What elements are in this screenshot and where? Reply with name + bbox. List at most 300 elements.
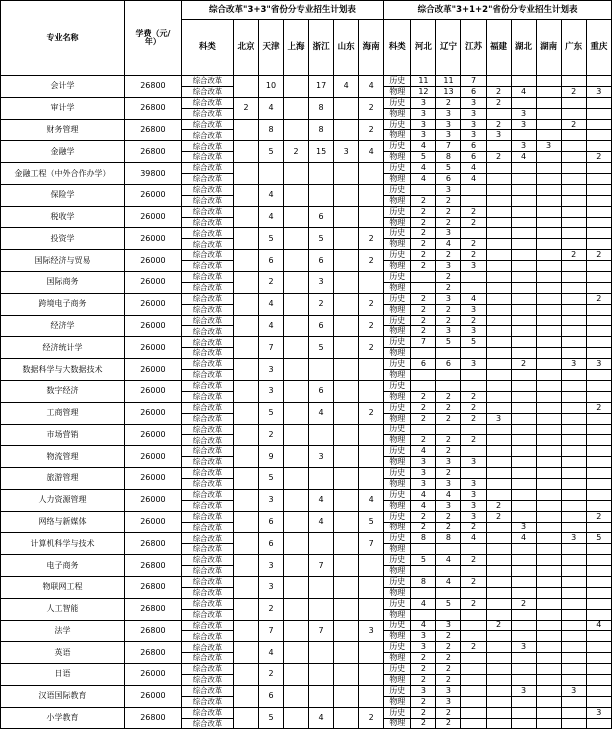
quota-cell <box>511 370 536 381</box>
quota-cell: 7 <box>309 555 334 577</box>
track-label: 物理 <box>384 326 411 337</box>
quota-cell <box>486 304 511 315</box>
track-label: 物理 <box>384 609 411 620</box>
tuition-fee: 26800 <box>125 620 182 642</box>
quota-cell <box>586 261 611 272</box>
quota-cell: 4 <box>359 489 384 511</box>
quota-cell <box>334 337 359 359</box>
quota-cell <box>561 108 586 119</box>
quota-cell <box>436 370 461 381</box>
quota-cell <box>461 184 486 195</box>
quota-cell <box>436 609 461 620</box>
quota-cell: 4 <box>586 620 611 631</box>
quota-cell <box>586 174 611 185</box>
quota-cell <box>536 217 561 228</box>
quota-cell: 2 <box>436 413 461 424</box>
subject-category: 综合改革 <box>181 282 233 293</box>
quota-cell <box>334 206 359 228</box>
quota-cell: 5 <box>586 533 611 544</box>
quota-cell <box>561 304 586 315</box>
quota-cell <box>233 598 258 620</box>
track-label: 物理 <box>384 174 411 185</box>
tuition-fee: 26800 <box>125 576 182 598</box>
quota-cell <box>536 76 561 87</box>
table-row <box>1 555 612 566</box>
table-row <box>1 468 612 479</box>
quota-cell <box>461 446 486 457</box>
quota-cell <box>586 587 611 598</box>
quota-cell: 2 <box>436 402 461 413</box>
quota-cell <box>486 598 511 609</box>
track-label: 历史 <box>384 533 411 544</box>
table-row <box>1 163 612 174</box>
track-label: 物理 <box>384 653 411 664</box>
header-row-groups <box>1 1 612 20</box>
quota-cell: 3 <box>461 478 486 489</box>
quota-cell <box>233 315 258 337</box>
quota-cell <box>511 544 536 555</box>
quota-cell: 2 <box>411 402 436 413</box>
quota-cell: 3 <box>309 446 334 468</box>
major-name: 物流管理 <box>1 446 125 468</box>
quota-cell <box>536 130 561 141</box>
quota-cell: 3 <box>461 97 486 108</box>
quota-cell <box>561 631 586 642</box>
quota-cell <box>359 272 384 294</box>
quota-cell <box>561 348 586 359</box>
quota-cell <box>511 391 536 402</box>
quota-cell: 2 <box>259 598 284 620</box>
quota-cell <box>359 664 384 686</box>
quota-cell <box>486 402 511 413</box>
quota-cell: 2 <box>436 664 461 675</box>
quota-cell <box>334 359 359 381</box>
quota-cell <box>461 707 486 718</box>
table-row <box>1 272 612 283</box>
quota-cell <box>586 576 611 587</box>
track-label: 历史 <box>384 555 411 566</box>
quota-cell: 3 <box>436 478 461 489</box>
quota-cell <box>436 348 461 359</box>
quota-cell <box>486 642 511 653</box>
track-label: 历史 <box>384 576 411 587</box>
quota-cell <box>486 555 511 566</box>
table-row <box>1 76 612 87</box>
quota-cell: 6 <box>411 359 436 370</box>
quota-cell <box>586 642 611 653</box>
quota-cell <box>284 76 309 98</box>
table-row <box>1 293 612 304</box>
quota-cell: 3 <box>411 119 436 130</box>
subject-category: 综合改革 <box>181 391 233 402</box>
quota-cell <box>511 468 536 479</box>
table-row <box>1 511 612 522</box>
major-name: 人工智能 <box>1 598 125 620</box>
quota-cell: 3 <box>411 468 436 479</box>
quota-cell: 2 <box>436 468 461 479</box>
subject-category: 综合改革 <box>181 130 233 141</box>
quota-cell: 4 <box>259 293 284 315</box>
subject-category: 综合改革 <box>181 293 233 304</box>
quota-cell: 5 <box>259 402 284 424</box>
quota-cell <box>586 468 611 479</box>
track-label: 物理 <box>384 413 411 424</box>
province-header: 辽宁 <box>436 20 461 76</box>
major-name: 计算机科学与技术 <box>1 533 125 555</box>
table-row <box>1 250 612 261</box>
quota-cell <box>561 152 586 163</box>
quota-cell: 4 <box>309 707 334 729</box>
quota-cell <box>561 707 586 718</box>
quota-cell <box>359 555 384 577</box>
major-name: 金融学 <box>1 141 125 163</box>
track-label: 历史 <box>384 293 411 304</box>
quota-cell <box>284 620 309 642</box>
quota-cell: 8 <box>309 97 334 119</box>
track-label: 历史 <box>384 119 411 130</box>
quota-cell: 2 <box>359 119 384 141</box>
quota-cell <box>561 272 586 283</box>
quota-cell <box>284 228 309 250</box>
subject-category: 综合改革 <box>181 544 233 555</box>
quota-cell: 7 <box>259 620 284 642</box>
quota-cell: 2 <box>486 511 511 522</box>
table-row <box>1 707 612 718</box>
quota-cell <box>511 424 536 435</box>
quota-cell: 4 <box>511 152 536 163</box>
quota-cell <box>411 348 436 359</box>
quota-cell: 3 <box>486 413 511 424</box>
subject-category: 综合改革 <box>181 642 233 653</box>
track-label: 物理 <box>384 261 411 272</box>
subject-category: 综合改革 <box>181 609 233 620</box>
quota-cell: 4 <box>309 511 334 533</box>
quota-cell <box>511 261 536 272</box>
quota-cell: 3 <box>461 108 486 119</box>
quota-cell: 15 <box>309 141 334 163</box>
quota-cell <box>511 239 536 250</box>
quota-cell <box>536 544 561 555</box>
tuition-fee: 26000 <box>125 402 182 424</box>
quota-cell: 11 <box>436 76 461 87</box>
table-row <box>1 424 612 435</box>
track-label: 物理 <box>384 108 411 119</box>
subject-category: 综合改革 <box>181 152 233 163</box>
major-name: 国际商务 <box>1 272 125 294</box>
subject-category: 综合改革 <box>181 402 233 413</box>
quota-cell <box>486 250 511 261</box>
subject-category: 综合改革 <box>181 239 233 250</box>
province-header: 浙江 <box>309 20 334 76</box>
quota-cell <box>536 587 561 598</box>
table-row <box>1 337 612 348</box>
quota-cell: 3 <box>561 533 586 544</box>
track-label: 历史 <box>384 315 411 326</box>
quota-cell <box>561 141 586 152</box>
quota-cell <box>359 163 384 185</box>
quota-cell: 3 <box>259 489 284 511</box>
quota-cell: 2 <box>259 664 284 686</box>
track-label: 物理 <box>384 348 411 359</box>
quota-cell <box>586 489 611 500</box>
track-label: 物理 <box>384 195 411 206</box>
major-header: 专业名称 <box>1 1 125 76</box>
quota-cell <box>486 272 511 283</box>
track-label: 物理 <box>384 544 411 555</box>
subject-category: 综合改革 <box>181 468 233 479</box>
track-label: 历史 <box>384 97 411 108</box>
quota-cell <box>586 195 611 206</box>
quota-cell: 4 <box>259 206 284 228</box>
quota-cell: 3 <box>411 457 436 468</box>
quota-cell <box>233 555 258 577</box>
quota-cell <box>511 500 536 511</box>
quota-cell: 4 <box>359 141 384 163</box>
quota-cell: 6 <box>436 359 461 370</box>
quota-cell <box>359 642 384 664</box>
quota-cell <box>284 250 309 272</box>
quota-cell: 2 <box>411 511 436 522</box>
tuition-fee: 26800 <box>125 555 182 577</box>
track-label: 物理 <box>384 631 411 642</box>
track-label: 物理 <box>384 435 411 446</box>
quota-cell <box>284 576 309 598</box>
province-header: 湖南 <box>536 20 561 76</box>
quota-cell <box>284 293 309 315</box>
subject-category: 综合改革 <box>181 707 233 718</box>
quota-cell <box>284 446 309 468</box>
quota-cell: 5 <box>259 228 284 250</box>
quota-cell <box>536 359 561 370</box>
quota-cell: 4 <box>334 76 359 98</box>
quota-cell <box>586 272 611 283</box>
quota-cell: 2 <box>461 391 486 402</box>
quota-cell: 2 <box>461 413 486 424</box>
quota-cell: 4 <box>436 239 461 250</box>
quota-cell: 2 <box>436 642 461 653</box>
track-label: 历史 <box>384 228 411 239</box>
quota-cell: 8 <box>411 576 436 587</box>
quota-cell <box>486 587 511 598</box>
tuition-fee: 26800 <box>125 642 182 664</box>
tuition-fee: 26000 <box>125 359 182 381</box>
quota-cell: 2 <box>436 674 461 685</box>
track-label: 历史 <box>384 424 411 435</box>
quota-cell: 4 <box>436 576 461 587</box>
quota-cell <box>536 718 561 729</box>
quota-cell <box>233 293 258 315</box>
tuition-fee: 26000 <box>125 446 182 468</box>
quota-cell <box>486 718 511 729</box>
quota-cell <box>486 108 511 119</box>
quota-cell: 2 <box>259 272 284 294</box>
tuition-fee: 26000 <box>125 685 182 707</box>
subject-category: 综合改革 <box>181 478 233 489</box>
track-label: 物理 <box>384 304 411 315</box>
quota-cell <box>233 206 258 228</box>
quota-cell <box>536 250 561 261</box>
table-row <box>1 642 612 653</box>
quota-cell: 2 <box>486 97 511 108</box>
quota-cell <box>511 217 536 228</box>
quota-cell <box>461 587 486 598</box>
tuition-fee: 39800 <box>125 163 182 185</box>
major-name: 数据科学与大数据技术 <box>1 359 125 381</box>
subject-category: 综合改革 <box>181 272 233 283</box>
quota-cell: 12 <box>411 86 436 97</box>
quota-cell: 5 <box>359 511 384 533</box>
quota-cell: 3 <box>586 86 611 97</box>
track-label: 物理 <box>384 587 411 598</box>
quota-cell <box>561 402 586 413</box>
major-name: 工商管理 <box>1 402 125 424</box>
quota-cell <box>486 707 511 718</box>
quota-cell: 3 <box>436 293 461 304</box>
quota-cell: 3 <box>436 326 461 337</box>
quota-cell: 3 <box>436 119 461 130</box>
quota-cell: 2 <box>411 326 436 337</box>
quota-cell <box>486 239 511 250</box>
quota-cell <box>536 631 561 642</box>
quota-cell <box>334 598 359 620</box>
quota-cell: 3 <box>486 130 511 141</box>
quota-cell <box>536 511 561 522</box>
track-label: 历史 <box>384 337 411 348</box>
province-header: 重庆 <box>586 20 611 76</box>
quota-cell <box>561 478 586 489</box>
quota-cell: 17 <box>309 76 334 98</box>
quota-cell <box>586 685 611 696</box>
track-label: 物理 <box>384 86 411 97</box>
quota-cell <box>334 707 359 729</box>
quota-cell <box>284 468 309 490</box>
quota-cell <box>586 217 611 228</box>
quota-cell: 2 <box>436 217 461 228</box>
table-row <box>1 359 612 370</box>
quota-cell <box>461 620 486 631</box>
quota-cell: 4 <box>411 489 436 500</box>
quota-cell <box>233 380 258 402</box>
quota-cell <box>561 718 586 729</box>
quota-cell <box>486 348 511 359</box>
quota-cell: 6 <box>461 86 486 97</box>
table-row <box>1 315 612 326</box>
quota-cell: 3 <box>511 685 536 696</box>
quota-cell: 2 <box>359 707 384 729</box>
quota-cell <box>511 250 536 261</box>
subject-category: 综合改革 <box>181 250 233 261</box>
quota-cell <box>511 707 536 718</box>
quota-cell <box>233 228 258 250</box>
subject-header-33: 科类 <box>181 20 233 76</box>
quota-cell <box>561 674 586 685</box>
quota-cell <box>486 446 511 457</box>
quota-cell <box>486 576 511 587</box>
quota-cell: 2 <box>436 195 461 206</box>
quota-cell <box>561 544 586 555</box>
quota-cell: 5 <box>259 141 284 163</box>
major-name: 电子商务 <box>1 555 125 577</box>
quota-cell <box>586 522 611 533</box>
quota-cell <box>486 184 511 195</box>
quota-cell <box>284 337 309 359</box>
tuition-fee: 26000 <box>125 337 182 359</box>
quota-cell <box>536 282 561 293</box>
quota-cell <box>561 76 586 87</box>
quota-cell <box>561 380 586 391</box>
quota-cell <box>561 566 586 577</box>
quota-cell <box>233 511 258 533</box>
track-label: 物理 <box>384 696 411 707</box>
tuition-fee: 26800 <box>125 97 182 119</box>
quota-cell <box>511 609 536 620</box>
quota-cell: 3 <box>411 478 436 489</box>
quota-cell <box>511 282 536 293</box>
province-header: 福建 <box>486 20 511 76</box>
subject-category: 综合改革 <box>181 304 233 315</box>
subject-category: 综合改革 <box>181 326 233 337</box>
quota-cell <box>411 566 436 577</box>
track-label: 物理 <box>384 152 411 163</box>
quota-cell <box>486 609 511 620</box>
quota-cell: 2 <box>411 391 436 402</box>
quota-cell: 3 <box>309 272 334 294</box>
subject-category: 综合改革 <box>181 522 233 533</box>
quota-cell <box>586 130 611 141</box>
quota-cell <box>284 119 309 141</box>
quota-cell: 3 <box>511 141 536 152</box>
quota-cell <box>536 119 561 130</box>
subject-category: 综合改革 <box>181 174 233 185</box>
quota-cell: 2 <box>561 119 586 130</box>
quota-cell <box>511 130 536 141</box>
quota-cell <box>233 272 258 294</box>
quota-cell: 3 <box>411 685 436 696</box>
quota-cell <box>284 489 309 511</box>
quota-cell: 13 <box>436 86 461 97</box>
province-header: 上海 <box>284 20 309 76</box>
quota-cell <box>486 424 511 435</box>
quota-cell <box>511 478 536 489</box>
quota-cell <box>436 544 461 555</box>
quota-cell <box>536 228 561 239</box>
quota-cell <box>586 609 611 620</box>
quota-cell <box>486 359 511 370</box>
quota-cell: 2 <box>586 511 611 522</box>
quota-cell: 3 <box>436 620 461 631</box>
quota-cell: 3 <box>359 620 384 642</box>
quota-cell: 4 <box>359 76 384 98</box>
quota-cell: 4 <box>436 555 461 566</box>
quota-cell <box>309 664 334 686</box>
quota-cell <box>334 163 359 185</box>
quota-cell <box>309 184 334 206</box>
quota-cell: 2 <box>436 511 461 522</box>
quota-cell <box>436 424 461 435</box>
major-name: 小学教育 <box>1 707 125 729</box>
track-label: 物理 <box>384 566 411 577</box>
quota-cell <box>486 217 511 228</box>
quota-cell <box>486 478 511 489</box>
quota-cell: 4 <box>411 163 436 174</box>
major-name: 会计学 <box>1 76 125 98</box>
subject-category: 综合改革 <box>181 685 233 696</box>
fee-header: 学费（元/年） <box>125 1 182 76</box>
quota-cell: 4 <box>461 533 486 544</box>
quota-cell <box>359 685 384 707</box>
subject-category: 综合改革 <box>181 664 233 675</box>
quota-cell <box>359 424 384 446</box>
